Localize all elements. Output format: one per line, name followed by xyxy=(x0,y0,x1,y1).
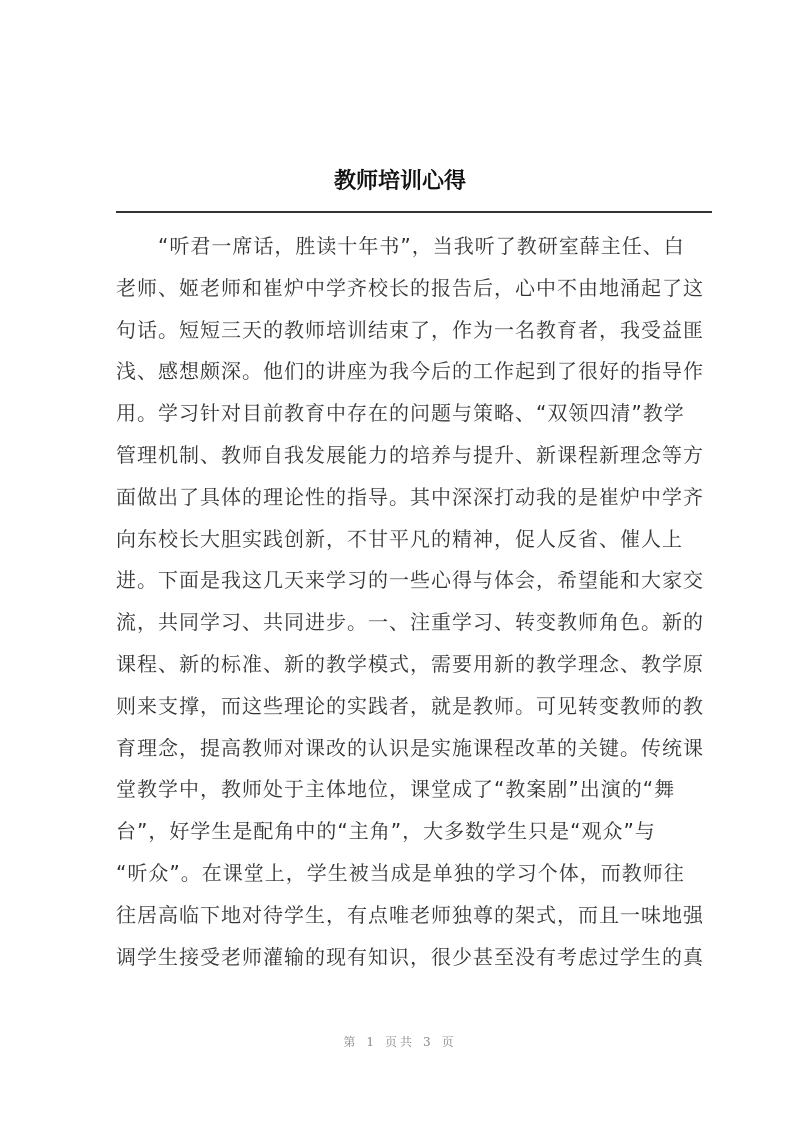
document-body xyxy=(116,229,716,981)
current-page-number: 1 xyxy=(366,1035,377,1049)
body-line: 面做出了具体的理论性的指导。其中深深打动我的是崔炉中学齐 xyxy=(116,484,704,509)
body-line: 台”，好学生是配角中的“主角”，大多数学生只是“观众”与 xyxy=(116,819,656,844)
body-line: 课程、新的标准、新的教学模式，需要用新的教学理念、教学原 xyxy=(116,651,704,676)
document-title: 教师培训心得 xyxy=(333,169,466,194)
body-line: 老师、姬老师和崔炉中学齐校长的报告后，心中不由地涌起了这 xyxy=(116,275,704,300)
title-divider xyxy=(116,211,712,213)
body-line: “听君一席话，胜读十年书”，当我听了教研室薛主任、白 xyxy=(158,234,685,258)
body-line: 句话。短短三天的教师培训结束了，作为一名教育者，我受益匪 xyxy=(116,317,704,342)
footer-middle: 页共 xyxy=(384,1035,415,1049)
body-line: 进。下面是我这几天来学习的一些心得与体会，希望能和大家交 xyxy=(116,568,704,593)
body-line: 向东校长大胆实践创新，不甘平凡的精神，促人反省、催人上 xyxy=(116,526,683,551)
body-line: 流，共同学习、共同进步。一、注重学习、转变教师角色。新的 xyxy=(116,610,704,635)
page-footer xyxy=(0,1033,800,1050)
body-line: 堂教学中，教师处于主体地位，课堂成了“教案剧”出演的“舞 xyxy=(116,777,676,802)
total-pages: 3 xyxy=(423,1035,434,1049)
body-line: 管理机制、教师自我发展能力的培养与提升、新课程新理念等方 xyxy=(116,442,704,467)
footer-prefix: 第 xyxy=(343,1035,359,1049)
body-line: 则来支撑，而这些理论的实践者，就是教师。可见转变教师的教 xyxy=(116,693,704,718)
body-line: 育理念，提高教师对课改的认识是实施课程改革的关键。传统课 xyxy=(116,735,704,760)
body-line: 浅、感想颇深。他们的讲座为我今后的工作起到了很好的指导作 xyxy=(116,359,704,384)
footer-suffix: 页 xyxy=(441,1035,457,1049)
body-line: “听众”。在课堂上，学生被当成是单独的学习个体，而教师往 xyxy=(116,860,685,885)
body-line: 用。学习针对目前教育中存在的问题与策略、“双领四清”教学 xyxy=(116,401,685,426)
body-line: 调学生接受老师灌输的现有知识，很少甚至没有考虑过学生的真 xyxy=(116,944,704,969)
body-line: 往居高临下地对待学生，有点唯老师独尊的架式，而且一味地强 xyxy=(116,902,704,927)
